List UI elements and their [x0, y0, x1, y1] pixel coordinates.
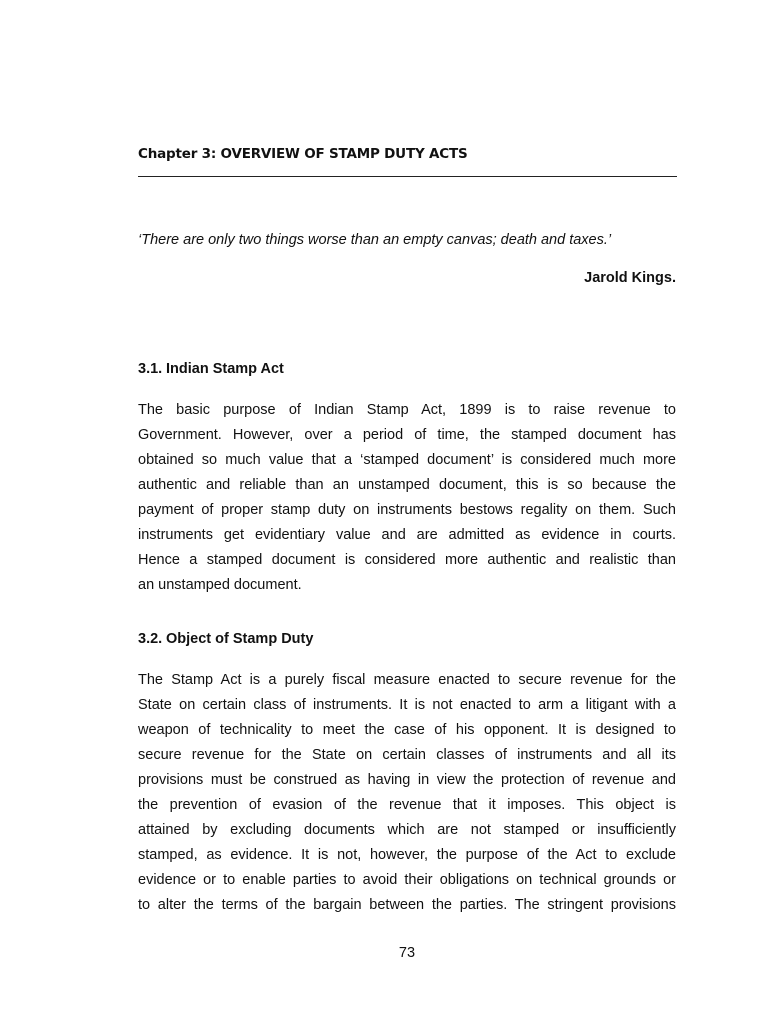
section-number: 3.1.	[138, 361, 163, 377]
paragraph-line: secure revenue for the State on certain classes of instruments and all its	[138, 747, 676, 763]
paragraph-line: instruments get evidentiary value and are admitted as evidence in courts.	[138, 527, 676, 543]
chapter-title: Chapter 3: OVERVIEW OF STAMP DUTY ACTS	[138, 146, 468, 162]
section-heading-3-2	[138, 631, 313, 647]
section-3-2-paragraph	[138, 668, 676, 918]
section-number: 3.2.	[138, 631, 163, 647]
paragraph-line: provisions must be construed as having in view the protection of revenue and	[138, 772, 676, 788]
paragraph-line: an unstamped document.	[138, 577, 302, 593]
section-heading-3-1	[138, 361, 284, 377]
paragraph-line: obtained so much value that a ‘stamped document’ is considered much more	[138, 452, 676, 468]
document-page	[138, 0, 676, 1024]
paragraph-line: State on certain class of instruments. It is not enacted to arm a litigant with a	[138, 697, 676, 713]
page-number: 73	[398, 945, 416, 961]
paragraph-line: Hence a stamped document is considered more authentic and realistic than	[138, 552, 676, 568]
paragraph-line: payment of proper stamp duty on instruments bestows regality on them. Such	[138, 502, 676, 518]
paragraph-line: The Stamp Act is a purely fiscal measure enacted to secure revenue for the	[138, 672, 676, 688]
paragraph-line: attained by excluding documents which are not stamped or insufficiently	[138, 822, 676, 838]
paragraph-line: Government. However, over a period of time, the stamped document has	[138, 427, 676, 443]
paragraph-line: to alter the terms of the bargain between the parties. The stringent provisions	[138, 897, 676, 913]
section-title: Object of Stamp Duty	[166, 631, 314, 647]
epigraph-quote: ‘There are only two things worse than an empty canvas; death and taxes.’	[138, 232, 612, 248]
title-rule	[138, 176, 677, 177]
section-title: Indian Stamp Act	[166, 361, 284, 377]
epigraph-author: Jarold Kings.	[584, 270, 676, 286]
paragraph-line: The basic purpose of Indian Stamp Act, 1899 is to raise revenue to	[138, 402, 676, 418]
paragraph-line: stamped, as evidence. It is not, however, the purpose of the Act to exclude	[138, 847, 676, 863]
section-3-1-paragraph	[138, 398, 676, 598]
paragraph-line: authentic and reliable than an unstamped document, this is so because the	[138, 477, 676, 493]
paragraph-line: evidence or to enable parties to avoid their obligations on technical grounds or	[138, 872, 676, 888]
paragraph-line: weapon of technicality to meet the case of his opponent. It is designed to	[138, 722, 676, 738]
paragraph-line: the prevention of evasion of the revenue that it imposes. This object is	[138, 797, 676, 813]
